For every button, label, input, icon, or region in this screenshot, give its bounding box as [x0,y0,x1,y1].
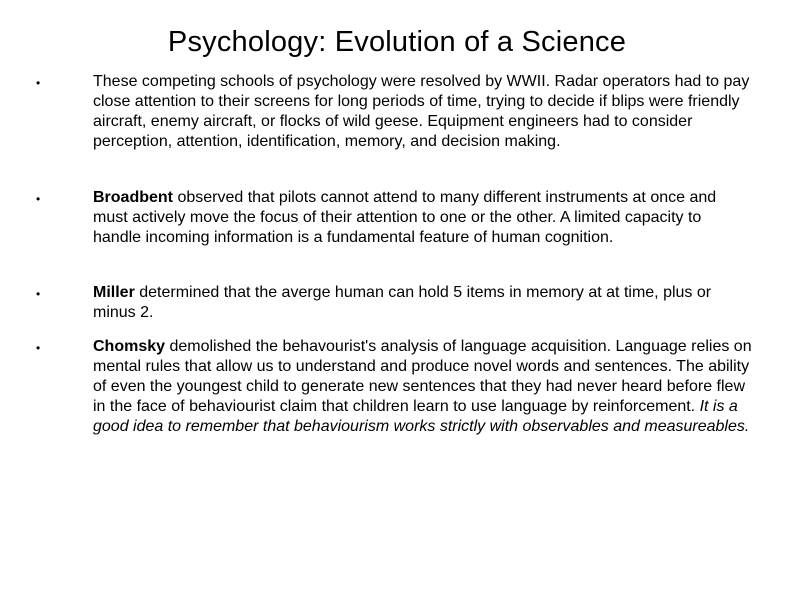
bullet-text [93,337,753,437]
bullet-text [93,188,753,248]
bullet-lead-name: Broadbent [93,189,173,206]
bullet-text [93,72,753,152]
bullet-body: demolished the behavourist's analysis of language acquisition. Language relies on mental rules that allow us to understand and produce novel words and sentences. The ability of even the youngest child to generate new sentences that they had never heard before flew in the face of behaviourist claim that children learn to use language by reinforcement. [93,338,752,415]
bullet-icon: • [36,192,41,206]
bullet-body: determined that the averge human can hold 5 items in memory at at time, plus or minus 2. [93,284,712,321]
bullet-icon: • [36,287,41,301]
bullet-emphasis: It is a good idea to remember that behaviourism works strictly with observables and measureables. [93,398,750,435]
bullet-lead-name: Chomsky [93,338,166,355]
bullet-body: observed that pilots cannot attend to many different instruments at once and must actively move the focus of their attention to one or the other. A limited capacity to handle incoming information is a fundamental feature of human cognition. [93,189,717,246]
bullet-icon: • [36,76,41,90]
bullet-text [93,283,753,323]
bullet-body: These competing schools of psychology were resolved by WWII. Radar operators had to pay close attention to their screens for long periods of time, trying to decide if blips were friendly aircraft, enemy aircraft, or flocks of wild geese. Equipment engineers had to consider perception, attention, identification, memory, and decision making. [93,73,750,150]
bullet-lead-name: Miller [93,284,135,301]
slide-title: Psychology: Evolution of a Science [167,26,627,58]
bullet-icon: • [36,341,41,355]
